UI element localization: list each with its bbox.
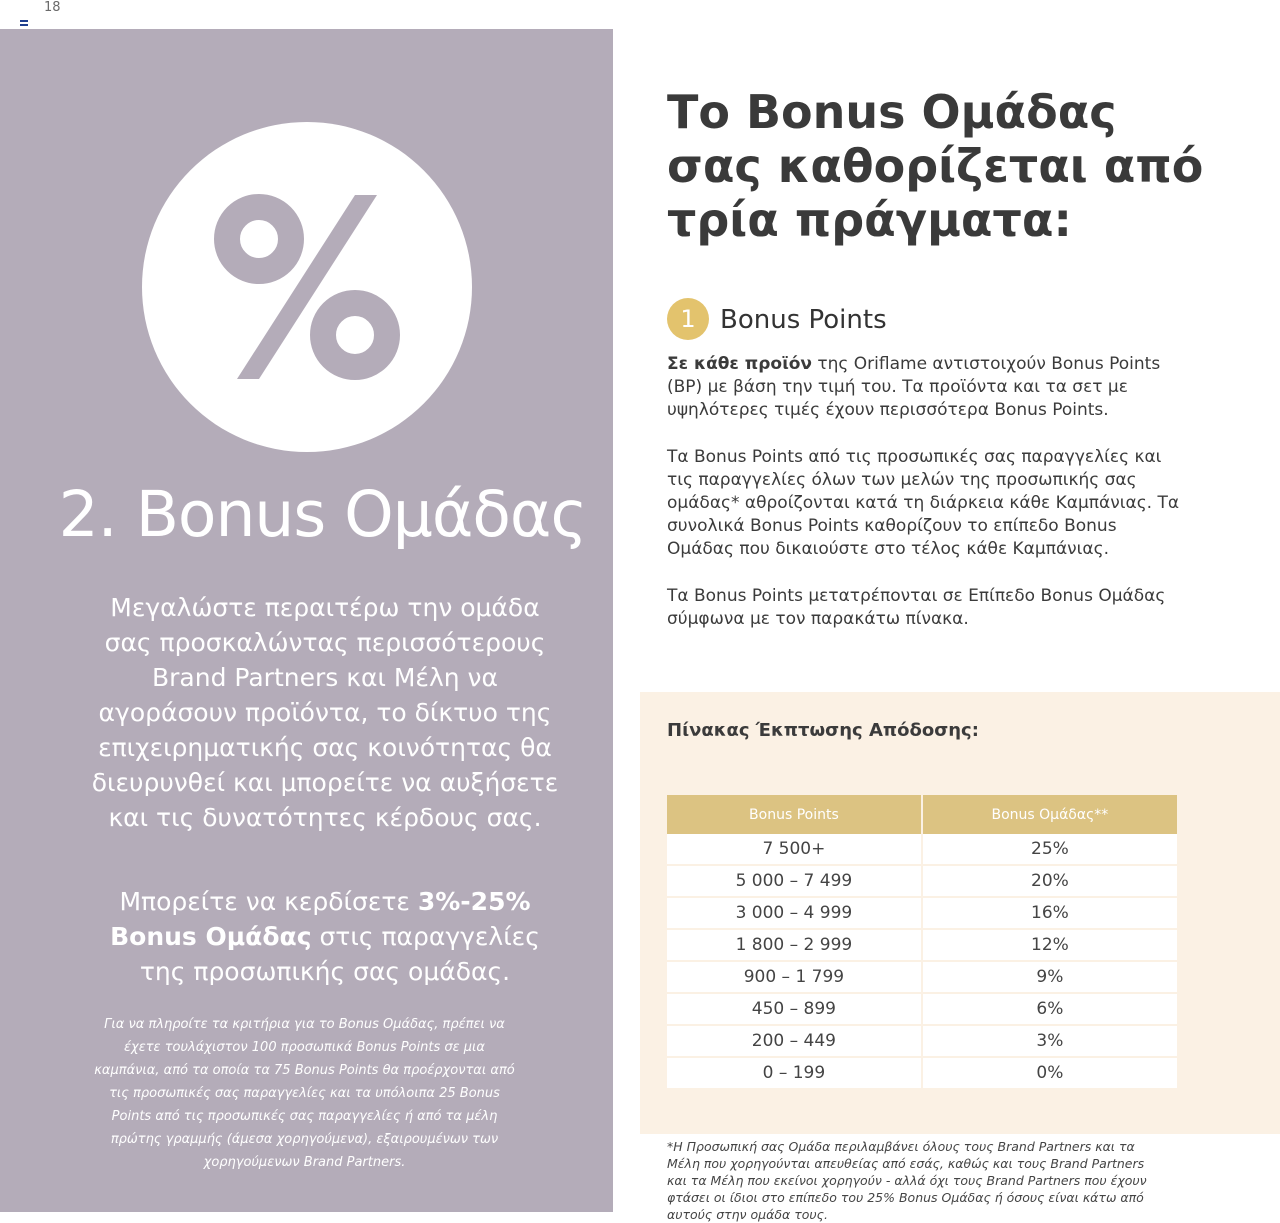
points-cell: 450 – 899 [667,993,922,1025]
percent-circle [142,122,472,452]
table-title: Πίνακας Έκπτωσης Απόδοσης: [667,720,979,741]
earn-bonus: Bonus Ομάδας [110,922,312,951]
points-cell: 900 – 1 799 [667,961,922,993]
step-number-badge: 1 [667,298,709,340]
header-bonus-points: Bonus Points [667,795,922,834]
earn-text [90,884,560,989]
points-cell: 5 000 – 7 499 [667,865,922,897]
paragraph-3: Τα Bonus Points μετατρέπονται σε Επίπεδο Bonus Ομάδας σύμφωνα με τον παρακάτω πίνακα. [667,586,1166,629]
points-cell: 7 500+ [667,834,922,865]
bonus-cell: 0% [922,1057,1177,1089]
eligibility-note: Για να πληροίτε τα κριτήρια για το Bonus Ομάδας, πρέπει να έχετε τουλάχιστον 100 προσωπικά Bonus Points σε μια καμπάνια, από τα οποία τα 75 Bonus Points θα προέρχονται από τις προσωπικές σας παραγγελίες και τα υπόλοιπα 25 Bonus Points από τις προσωπικές σας παραγγελίες ή από τα μέλη πρώτης γραμμής (άμεσα χορηγούμενα), εξαιρουμένων των χορηγούμενων Brand Partners. [94,1017,515,1170]
paragraph-1-rest: της Oriflame αντιστοιχούν Bonus Points (BP) με βάση την τιμή του. Τα προϊόντα και τα σετ με υψηλότερες τιμές έχουν περισσότερα Bonus Points. [667,354,1161,420]
earn-suffix: στις παραγγελίες της προσωπικής σας ομάδας. [139,922,540,986]
table-row [667,993,1177,1025]
table-row [667,929,1177,961]
points-cell: 3 000 – 4 999 [667,897,922,929]
points-cell: 0 – 199 [667,1057,922,1089]
bonus-cell: 12% [922,929,1177,961]
bonus-cell: 25% [922,834,1177,865]
bonus-cell: 20% [922,865,1177,897]
bonus-table [667,795,1177,1090]
table-header-row [667,795,1177,834]
table-row [667,865,1177,897]
bonus-cell: 9% [922,961,1177,993]
section-title: 2. Bonus Ομάδας [58,478,587,551]
points-cell: 1 800 – 2 999 [667,929,922,961]
footnote: *Η Προσωπική σας Ομάδα περιλαμβάνει όλους τους Brand Partners και τα Μέλη που χορηγούνται απευθείας από εσάς, καθώς και τους Brand Partners και τα Μέλη που εκείνοι χορηγούν - αλλά όχι τους Brand Partners που έχουν φτάσει οι ίδιοι στο επίπεδο του 25% Bonus Ομάδας ή όσους είναι κάτω από αυτούς στην ομάδα τους. [667,1139,1147,1222]
step-title: Bonus Points [720,305,887,335]
paragraph-2: Τα Bonus Points από τις προσωπικές σας παραγγελίες και τις παραγγελίες όλων των μελών της προσωπικής σας ομάδας* αθροίζονται κατά τη διάρκεια κάθε Καμπάνιας. Τα συνολικά Bonus Points καθορίζουν το επίπεδο Bonus Ομάδας που δικαιούστε στο τέλος κάθε Καμπάνιας. [667,447,1180,559]
page-heading: Το Bonus Ομάδας σας καθορίζεται από τρία πράγματα: [667,85,1204,247]
table-row [667,961,1177,993]
table-row [667,1025,1177,1057]
table-row [667,1057,1177,1089]
percent-icon [207,187,407,387]
header-team-bonus: Bonus Ομάδας** [922,795,1177,834]
earn-prefix: Μπορείτε να κερδίσετε [119,887,418,916]
points-cell: 200 – 449 [667,1025,922,1057]
earn-percent: 3%-25% [417,887,531,916]
bonus-cell: 6% [922,993,1177,1025]
paragraph-1-bold: Σε κάθε προϊόν [667,354,812,374]
bonus-cell: 16% [922,897,1177,929]
bonus-cell: 3% [922,1025,1177,1057]
page-number: 18 [44,0,61,15]
flag-icon [20,20,28,26]
table-row [667,834,1177,865]
paragraph-1 [667,353,1187,422]
intro-text: Μεγαλώστε περαιτέρω την ομάδα σας προσκαλώντας περισσότερους Brand Partners και Μέλη να αγοράσουν προϊόντα, το δίκτυο της επιχειρηματικής σας κοινότητας θα διευρυνθεί και μπορείτε να αυξήσετε και τις δυνατότητες κέρδους σας. [91,593,559,832]
table-row [667,897,1177,929]
